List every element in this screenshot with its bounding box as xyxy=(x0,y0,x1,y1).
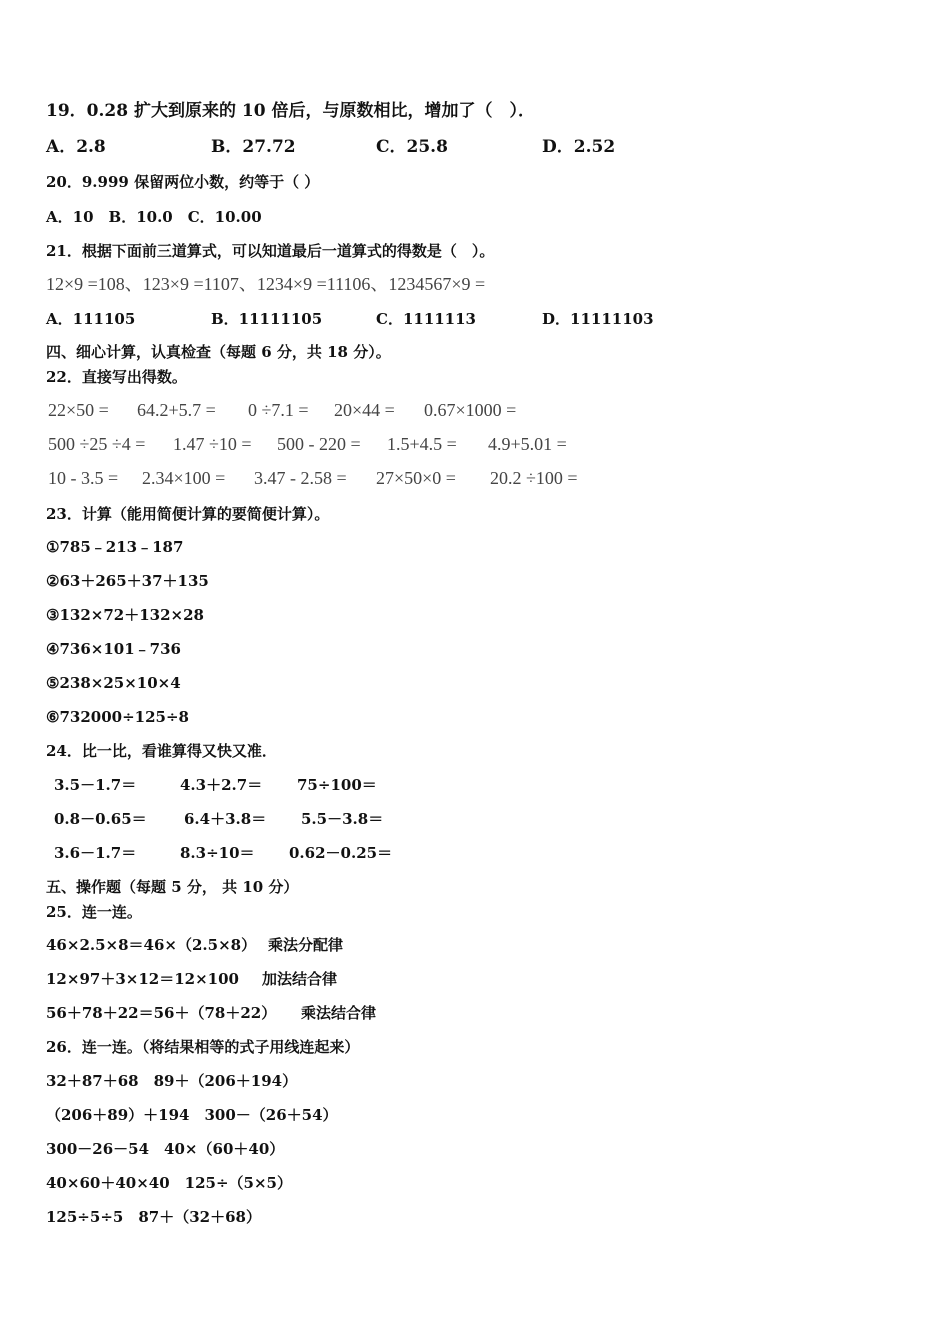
q19-option-c: C．25.8 xyxy=(376,137,448,157)
q23-item-6: ⑥732000÷125÷8 xyxy=(46,708,189,726)
q26-row-3: 300－26－54 40×（60＋40） xyxy=(46,1140,285,1158)
q26-row-5: 125÷5÷5 87＋（32＋68） xyxy=(46,1208,261,1226)
q24-row-2 xyxy=(46,809,546,829)
section5-heading: 五、操作题（每题 5 分， 共 10 分） xyxy=(46,878,299,896)
q22-cell: 4.9+5.01 = xyxy=(488,434,567,454)
q21-equation: 12×9 =108、123×9 =1107、1234×9 =11106、1234567×9 = xyxy=(46,274,486,294)
q23-item-1: ①785﹣213﹣187 xyxy=(46,538,184,556)
q22-cell: 2.34×100 = xyxy=(142,468,226,488)
q24-cell: 5.5－3.8＝ xyxy=(301,810,384,828)
q23-item-2: ②63＋265＋37＋135 xyxy=(46,572,209,590)
q24-row-1 xyxy=(46,775,546,795)
q23-item-3: ③132×72＋132×28 xyxy=(46,606,204,624)
q24-cell: 4.3＋2.7＝ xyxy=(180,776,263,794)
q22-cell: 0.67×1000 = xyxy=(424,400,517,420)
q24-cell: 75÷100＝ xyxy=(297,776,377,794)
q20-question: 20．9.999 保留两位小数，约等于（ ） xyxy=(46,173,320,191)
q24-cell: 8.3÷10＝ xyxy=(180,844,255,862)
q19-options xyxy=(46,137,906,159)
q26-row-4: 40×60＋40×40 125÷（5×5） xyxy=(46,1174,292,1192)
q22-cell: 3.47 - 2.58 = xyxy=(254,468,347,488)
q24-question: 24．比一比，看谁算得又快又准． xyxy=(46,742,277,760)
q22-cell: 20×44 = xyxy=(334,400,395,420)
q22-cell: 1.47 ÷10 = xyxy=(173,434,252,454)
q21-option-a: A．111105 xyxy=(46,310,136,328)
q24-row-3 xyxy=(46,843,546,863)
q25-row-2 xyxy=(46,969,546,989)
q23-question: 23．计算（能用简便计算的要简便计算）。 xyxy=(46,505,330,523)
q19-option-a: A．2.8 xyxy=(46,137,106,157)
q19-option-d: D．2.52 xyxy=(542,137,616,157)
q22-question: 22．直接写出得数。 xyxy=(46,368,187,386)
q22-cell: 0 ÷7.1 = xyxy=(248,400,309,420)
q23-item-4: ④736×101﹣736 xyxy=(46,640,181,658)
q26-question: 26．连一连。（将结果相等的式子用线连起来） xyxy=(46,1038,360,1056)
q26-row-1: 32＋87＋68 89＋（206＋194） xyxy=(46,1072,298,1090)
section4-heading: 四、细心计算，认真检查（每题 6 分，共 18 分）。 xyxy=(46,343,391,361)
q22-row-1 xyxy=(48,399,648,421)
q22-row-3 xyxy=(48,467,648,489)
q22-cell: 1.5+4.5 = xyxy=(387,434,457,454)
q21-option-b: B．11111105 xyxy=(211,310,323,328)
q25-law: 乘法分配律 xyxy=(268,936,344,954)
q24-cell: 6.4＋3.8＝ xyxy=(184,810,267,828)
q21-options xyxy=(46,309,906,329)
q24-cell: 3.5－1.7＝ xyxy=(54,776,137,794)
q22-cell: 500 - 220 = xyxy=(277,434,361,454)
q25-question: 25．连一连。 xyxy=(46,903,142,921)
q25-law: 乘法结合律 xyxy=(301,1004,377,1022)
q22-cell: 64.2+5.7 = xyxy=(137,400,216,420)
q23-item-5: ⑤238×25×10×4 xyxy=(46,674,181,692)
q22-row-2 xyxy=(48,433,648,455)
q26-row-2: （206＋89）＋194 300－（26＋54） xyxy=(46,1106,338,1124)
q25-expression: 56＋78＋22＝56＋（78＋22） xyxy=(46,1004,277,1022)
q19-question: 19．0.28 扩大到原来的 10 倍后，与原数相比，增加了（ ）． xyxy=(46,101,535,121)
q22-cell: 20.2 ÷100 = xyxy=(490,468,578,488)
q24-cell: 3.6－1.7＝ xyxy=(54,844,137,862)
q22-cell: 22×50 = xyxy=(48,400,109,420)
q25-row-3 xyxy=(46,1003,546,1023)
q19-option-b: B．27.72 xyxy=(211,137,296,157)
q22-cell: 500 ÷25 ÷4 = xyxy=(48,434,146,454)
q25-expression: 12×97＋3×12＝12×100 xyxy=(46,970,239,988)
q22-cell: 10 - 3.5 = xyxy=(48,468,119,488)
q25-row-1 xyxy=(46,935,546,955)
q24-cell: 0.62－0.25＝ xyxy=(289,844,393,862)
q21-option-c: C．1111113 xyxy=(376,310,476,328)
q25-law: 加法结合律 xyxy=(262,970,338,988)
q21-option-d: D．11111103 xyxy=(542,310,654,328)
q25-expression: 46×2.5×8＝46×（2.5×8） xyxy=(46,936,257,954)
q21-question: 21．根据下面前三道算式，可以知道最后一道算式的得数是（ ）。 xyxy=(46,242,495,260)
q24-cell: 0.8－0.65＝ xyxy=(54,810,147,828)
q22-cell: 27×50×0 = xyxy=(376,468,456,488)
q20-options: A．10 B．10.0 C．10.00 xyxy=(46,208,262,226)
